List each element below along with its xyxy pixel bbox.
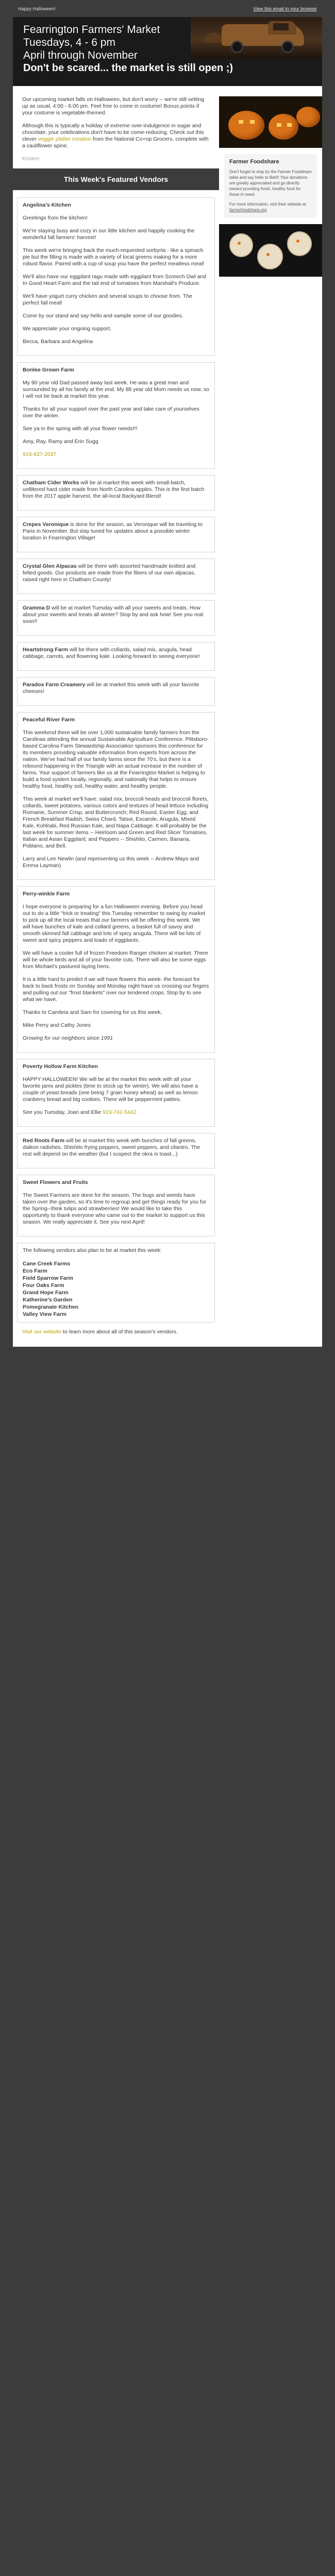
view-in-browser-link[interactable]: View this email in your browser: [253, 6, 317, 11]
vendor-paragraph: Becca, Barbara and Angelina: [23, 338, 93, 345]
vendor-paragraph: It is a little hard to predict if we will have flowers this week- the forecast for back to back frosts on Sunday and Monday night have us crossing our fingers and pulling out our "frost blankets" over our tendered crops. Stop by to see what we have.: [23, 976, 209, 1003]
vendor-paragraph: Larry and Lee Newlin (and representing us this week -- Andrew Mayo and Emma Layman): [23, 856, 199, 869]
vendor-name: Paradox Farm Creamery: [23, 682, 86, 688]
intro-paragraph-1: Our upcoming market falls on Halloween, but don't worry -- we're still setting up as usual, 4:00 - 6:00 pm. Feel free to come in costume! Bonus points if your costume is vegetable-themed.: [22, 96, 204, 116]
vendor-name: Angelina's Kitchen: [23, 202, 72, 208]
vendor-paragraph: Chatham Cider Works will be at market this week with small-batch, unfiltered hard cider made from North Carolina apples. This is the first batch from the 2017 apple harvest, the all-local Backyard Blend!: [23, 480, 205, 499]
vendor-name: Crepes Veronique: [23, 521, 69, 528]
vendor-name: Gramma D: [23, 605, 51, 611]
vendor-paragraph: Greetings from the kitchen!: [23, 215, 88, 221]
vendor-section: [17, 886, 215, 1053]
vendor-paragraph: We will have a cooler full of frozen Freedom Ranger chicken at market. There will be whole birds and all of your favorite cuts. There will also be some eggs from Michael's pastured laying hens.: [23, 950, 208, 970]
vendor-section: [17, 1175, 215, 1236]
vendor-paragraph: Come by our stand and say hello and sample some of our goodies.: [23, 313, 183, 319]
vendor-name: Chatham Cider Works: [23, 480, 79, 486]
also-present-vendor: Valley View Farm: [23, 1311, 67, 1317]
foodshare-more: For more information, visit their website at farmerfoodshare.org: [229, 202, 306, 212]
foodshare-text: Don't forget to stop by the Farmer Foodshare table and say hello to Beth! Your donations are greatly appreciated and go directly toward providing fresh, healthy food for those in need.: [229, 170, 312, 197]
also-present-vendor: Grand Hope Farm: [23, 1290, 69, 1296]
also-present-list: [23, 1260, 209, 1318]
vendor-paragraph: This week we're bringing back the much-requested sorbyrta - like a spinach pie but the filling is made with a variety of local greens making for a more robust flavor. Paired with a cup of soup you have the perfect meatless meal!: [23, 247, 205, 267]
vendor-section: [17, 600, 215, 636]
also-present-vendor: Four Oaks Farm: [23, 1282, 64, 1289]
featured-vendors-heading: This Week's Featured Vendors: [13, 168, 219, 190]
vendor-section: [17, 517, 215, 552]
vendor-name: Poverty Hollow Farm Kitchen: [23, 1063, 98, 1070]
main-column: [13, 86, 219, 1347]
title-line-1: Fearrington Farmers' Market: [23, 24, 160, 36]
vendor-list: [22, 197, 210, 1236]
vendor-name: Crystal Glen Alpacas: [23, 563, 77, 569]
vendor-phone-link[interactable]: 919-837-2037: [23, 451, 57, 457]
also-present-vendor: Eco Farm: [23, 1268, 47, 1274]
sidebar: [219, 86, 322, 1347]
vendor-name: Perry-winkle Farm: [23, 891, 70, 897]
title-line-3: April through November: [23, 49, 138, 61]
vendor-name: Bonlee Grown Farm: [23, 367, 74, 373]
vendor-paragraph: Heartstrong Farm will be there with collards, salad mix, arugula, head cabbage, carrots, and flowering kale. Looking forward to seeing everyone!: [23, 647, 200, 659]
preheader-greeting: Happy Halloween!: [18, 6, 56, 11]
vendor-paragraph: Gramma D will be at market Tuesday with all your sweets and treats. How about your sweets and treats all winter? Stop by and ask how! See you real soon!!: [23, 605, 204, 624]
vendor-paragraph: We're staying busy and cozy in our little kitchen and happily cooking the wonderful fall farmers' harvest!: [23, 228, 195, 241]
also-present-vendor: Pomegranate Kitchen: [23, 1304, 78, 1310]
vendor-paragraph: Crystal Glen Alpacas will be there with assorted handmade knitted and felted goods. Our products are made from the fibers of our own alpacas, raised right here in Chatham County!: [23, 563, 196, 583]
vendor-paragraph: We'll have yogurt curry chicken and several soups to choose from. The perfect fall meal!: [23, 293, 193, 306]
vendor-paragraph: I hope everyone is preparing for a fun Halloween evening. Before you head out to do a little "trick or treating" this Tuesday remember to swing by market to pick up all the local treats that our farmers will be offering this week. We will have bunches of kale and collard greens, a basket full of savoy and smooth skinned fall cabbage and lots of spicy arugula. There will be lots of sweet and spicy peppers and loads of eggplants.: [23, 904, 206, 943]
preheader: [13, 0, 322, 17]
vendor-name: Red Roots Farm: [23, 1138, 65, 1144]
vendor-paragraph: Paradox Farm Creamery will be at market this week with all your favorite cheeses!: [23, 682, 199, 694]
intro-signoff: Kristen: [22, 156, 39, 162]
content-body: [13, 86, 322, 1347]
truck-image: [191, 17, 322, 58]
vendor-section: [17, 475, 215, 511]
also-present-vendor: Katherine's Garden: [23, 1297, 73, 1303]
closing-paragraph: Visit our website to learn more about all of this season's vendors.: [22, 1329, 178, 1335]
vendor-section: [17, 362, 215, 469]
also-present-intro: The following vendors also plan to be at market this week:: [23, 1247, 162, 1253]
vendor-motto: Growing for our neighbors since 1991: [23, 1035, 113, 1041]
also-present-vendor: Field Sparrow Farm: [23, 1275, 74, 1281]
vendor-paragraph: We appreciate your ongoing support,: [23, 326, 111, 332]
vendor-section: [17, 1133, 215, 1168]
foodshare-box: [224, 154, 317, 218]
vendor-contact: [23, 451, 209, 458]
vendor-paragraph: See ya in the spring with all your flower needs!!!: [23, 426, 138, 432]
vendor-section: [17, 1059, 215, 1127]
vendor-paragraph: Amy, Ray, Ramy and Erin Sugg: [23, 438, 98, 445]
market-title: [23, 23, 160, 62]
cookies-image: [219, 224, 322, 277]
email-wrapper: [13, 0, 322, 1429]
veggie-platter-link[interactable]: veggie platter creation: [38, 136, 92, 142]
vendor-paragraph: This week at market we'll have: salad mix, broccoli heads and broccoli florets, collards, sweet potatoes, various colors and textures of head lettuce including Romaine, Summer Crisp, and Buttercrunch; Red Round, Easter Egg, and French Breakfast Radish, Swiss Chard, Tatsoi, Escarole, Arugula, Mixed Kale, Kohlrabi, Red Russian Kale, and Napa Cabbage. It will probably be the last week for summer items -- Heirloom and Green and Red Slicer Tomatoes, Italian and Asian Eggplant; and Peppers -- Shishito, Carmen, Banana, Poblano, and Bell.: [23, 796, 209, 849]
vendor-paragraph: My 90 year old Dad passed away last week. He was a great man and surrounded by all his family at the end. My 88 year old Mom needs us now, so I will not be back at market this year.: [23, 380, 209, 399]
vendor-paragraph: Thanks for all your support over the past year and take care of yourselves over the winter.: [23, 406, 199, 419]
pumpkin-image: [219, 96, 322, 148]
vendor-phone-link[interactable]: 919-742-5442: [103, 1109, 137, 1115]
header-banner: [13, 17, 322, 86]
vendor-name: Heartstrong Farm: [23, 647, 69, 653]
vendor-paragraph: Thanks to Cambria and Sam for covering for us this week,: [23, 1009, 162, 1015]
title-line-2: Tuesdays, 4 - 6 pm: [23, 37, 115, 48]
vendor-section: [17, 642, 215, 671]
intro-paragraph-2: Although this is typically a holiday of extreme over-indulgence in sugar and chocolate, your celebrations don't have to be come-reducing. Check out this clever veggie platter creation from the National Co+op Grocers, complete with a cauliflower spine.: [22, 123, 209, 149]
foodshare-title: Farmer Foodshare: [229, 159, 279, 165]
also-present-vendor: Cane Creek Farms: [23, 1261, 71, 1267]
vendor-section: [17, 197, 215, 356]
vendor-paragraph: HAPPY HALLOWEEN! We will be at the market this week with all your favorite jams and pickles (time to stock up for winter). We will also have a couple of yeast breads (one being 7 grain honey wheat) as well as lemon cranberry bread and big cookies. There will be peppermint patties.: [23, 1076, 198, 1103]
vendor-name: Peaceful River Farm: [23, 717, 75, 723]
vendor-section: [17, 712, 215, 880]
footer-bar: [13, 1347, 322, 1429]
visit-website-link[interactable]: Visit our website: [22, 1329, 62, 1335]
vendor-paragraph: The Sweet Farmers are done for the season. The bugs and weeds have taken over the garden, so it's time to regroup and get things ready for you for the Spring--think tulips and strawberries! We would like to take this opportunity to thank everyone who came out to the market to support us this season. We really appreciate it. See you next April!: [23, 1192, 207, 1225]
vendor-name: Sweet Flowers and Fruits: [23, 1179, 88, 1185]
vendor-contact: See you Tuesday, Joan and Ellie 919-742-5442: [23, 1109, 137, 1115]
vendor-paragraph: Crepes Veronique is done for the season, as Veronique will be traveling to Paris in November. But stay tuned for updates about a possible winter location in Fearrington Village!: [23, 521, 203, 541]
vendor-paragraph: Red Roots Farm will be at market this week with bunches of fall greens, daikon radishes, Shishito frying peppers, sweet peppers, and cilantro. The rest will depend on the weather (but I suspect the okra is toast...): [23, 1138, 200, 1157]
vendor-section: [17, 558, 215, 594]
foodshare-link[interactable]: farmerfoodshare.org: [229, 208, 267, 212]
also-present-box: [17, 1243, 215, 1323]
market-tagline: Don't be scared... the market is still open ;): [23, 62, 233, 74]
vendor-paragraph: We'll also have our eggplant ragu made with eggplant from Screech Owl and In Good Heart Farm and the tail end of tomatoes from Marshall's Produce.: [23, 274, 207, 286]
vendor-paragraph: Mike Perry and Cathy Jones: [23, 1022, 91, 1028]
vendor-paragraph: This weekend there will be over 1,000 sustainable family farmers from the Carolinas attending the annual Sustainable Agriculture Conference. Pittsboro-based Carolina Farm Stewardship Association sponsors this conference for its members providing valuable information from experts from across the nation. We've had half of our family farms since the 70's, but there is a rebound happening in the Triangle with an actual increase in the number of farms. Your support of farmers like us at the Fearrington Market is helping to build a food system locally, regionally, and nationally that helps to ensure healthy food, healthy soil, healthy water, and healthy people.: [23, 730, 209, 789]
vendor-section: [17, 677, 215, 706]
